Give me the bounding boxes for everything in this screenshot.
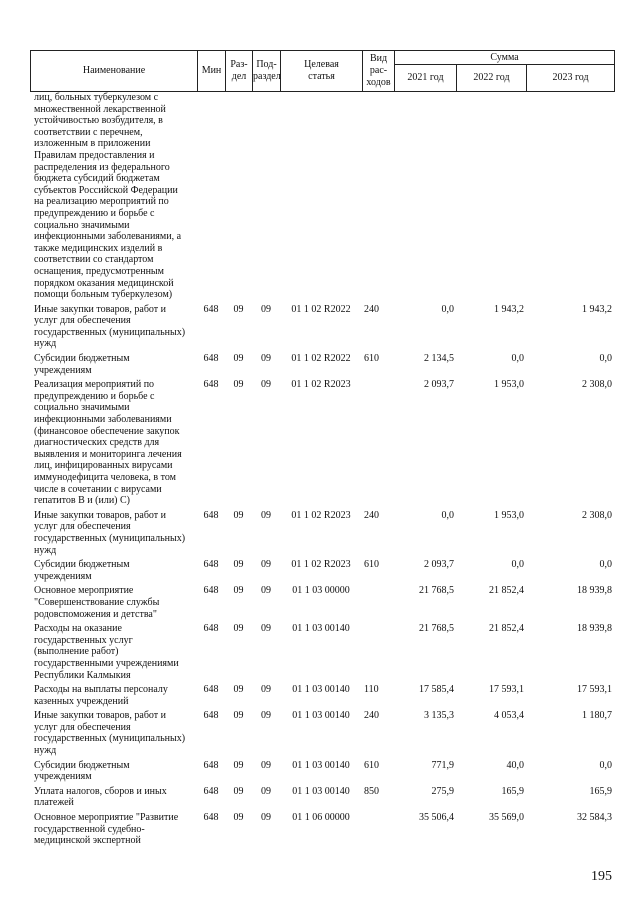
row-vid [362,812,394,847]
row-min: 648 [203,559,219,571]
row-min: 648 [203,509,219,521]
row-vid: 110 [364,684,379,696]
row-sum-2023: 18 939,8 [577,585,612,597]
row-razdel: 09 [233,353,244,365]
row-podrazdel: 09 [261,559,271,571]
header-2022: 2022 год [457,65,527,92]
row-vid: 240 [364,303,379,315]
row-tselevaya: 01 1 03 00000 [292,585,350,597]
table-row [30,379,614,507]
row-sum-2021 [394,92,456,301]
row-name: Уплата налогов, сборов и иных платежей [34,785,167,809]
row-sum-2023: 18 939,8 [577,623,612,635]
row-name: Расходы на оказание государственных услуг (выполнение работ) государственными учреждениями Республики Калмыкия [34,623,179,681]
table-row [30,353,614,376]
table-row [30,710,614,756]
row-sum-2022: 0,0 [511,353,524,365]
row-name: Расходы на выплаты персоналу казенных учреждений [34,684,168,707]
row-podrazdel: 09 [261,509,271,521]
row-min: 648 [203,379,219,391]
row-sum-2021: 0,0 [441,303,454,315]
row-sum-2022: 0,0 [511,559,524,571]
row-sum-2023: 0,0 [599,759,612,771]
row-sum-2023: 1 943,2 [582,303,612,315]
row-tselevaya: 01 1 03 00140 [292,623,350,635]
row-sum-2021: 0,0 [441,509,454,521]
row-sum-2022: 21 852,4 [489,585,524,597]
row-name: лиц, больных туберкулезом с множественной лекарственной устойчивостью возбудителя, в соответствии с перечнем, изложенным в приложении Правилам предоставления и распределения из федерального бюджета субсидий бюджетам субъектов Российской Федерации на реализацию мероприятий по предупреждению и борьбе с социально значимыми инфекционными заболеваниями, а также медицинских изделий в соответствии со стандартом оснащения, предусмотренным порядком оказания медицинской помощи больным туберкулезом) [34,92,182,301]
row-podrazdel [252,92,280,301]
row-sum-2023: 2 308,0 [582,509,612,521]
row-podrazdel: 09 [261,303,271,315]
row-vid [362,92,394,301]
table-row [30,684,614,707]
row-podrazdel: 09 [261,759,271,771]
row-vid: 850 [364,785,379,797]
table-row [30,559,614,582]
table-row [30,304,614,350]
row-tselevaya: 01 1 03 00140 [292,710,350,722]
row-sum-2021: 275,9 [431,785,454,797]
row-razdel: 09 [233,684,244,696]
row-razdel: 09 [233,759,244,771]
row-tselevaya [280,92,362,301]
row-sum-2021: 21 768,5 [419,623,454,635]
row-podrazdel: 09 [261,379,271,391]
row-sum-2022 [456,92,526,301]
row-min: 648 [203,353,219,365]
row-tselevaya: 01 1 02 R2023 [291,379,351,391]
row-sum-2021: 3 135,3 [424,710,454,722]
row-sum-2021: 2 093,7 [424,559,454,571]
row-sum-2023: 0,0 [599,353,612,365]
row-tselevaya: 01 1 02 R2022 [291,353,351,365]
row-sum-2023: 32 584,3 [577,812,612,824]
row-min: 648 [203,759,219,771]
row-podrazdel: 09 [261,353,271,365]
row-tselevaya: 01 1 02 R2022 [291,303,351,315]
row-sum-2023 [526,92,614,301]
row-sum-2022: 40,0 [506,759,524,771]
table-row [30,812,614,847]
header-2021: 2021 год [395,65,457,92]
page-number: 195 [591,869,612,884]
header-vid: Вид рас- ходов [363,51,395,92]
row-sum-2022: 35 569,0 [489,812,524,824]
row-vid: 240 [364,710,379,722]
row-sum-2023: 0,0 [599,559,612,571]
table-row [30,585,614,620]
row-sum-2023: 17 593,1 [577,684,612,696]
row-sum-2021: 2 093,7 [424,379,454,391]
row-min: 648 [203,710,219,722]
row-sum-2021: 17 585,4 [419,684,454,696]
table-body [30,92,614,847]
row-min: 648 [203,812,219,824]
row-vid [362,585,394,620]
table-row [30,760,614,783]
row-sum-2022: 4 053,4 [494,710,524,722]
row-podrazdel: 09 [261,812,271,824]
row-min: 648 [203,585,219,597]
row-sum-2022: 17 593,1 [489,684,524,696]
row-sum-2023: 1 180,7 [582,710,612,722]
row-sum-2021: 21 768,5 [419,585,454,597]
row-vid: 240 [364,509,379,521]
row-sum-2022: 21 852,4 [489,623,524,635]
row-sum-2021: 771,9 [431,759,454,771]
row-razdel: 09 [233,559,244,571]
table-row [30,786,614,809]
row-name: Основное мероприятие "Развитие государственной судебно- медицинской экспертной [34,812,179,847]
row-sum-2023: 165,9 [589,785,612,797]
row-vid: 610 [364,759,379,771]
row-sum-2023: 2 308,0 [582,379,612,391]
row-razdel: 09 [233,509,244,521]
row-razdel: 09 [233,379,244,391]
row-podrazdel: 09 [261,623,271,635]
row-razdel [225,92,252,301]
row-vid [362,379,394,507]
row-podrazdel: 09 [261,684,271,696]
row-tselevaya: 01 1 03 00140 [292,684,350,696]
row-min: 648 [203,303,219,315]
row-sum-2021: 35 506,4 [419,812,454,824]
row-name: Субсидии бюджетным учреждениям [34,759,130,783]
row-tselevaya: 01 1 03 00140 [292,785,350,797]
row-min [197,92,225,301]
row-razdel: 09 [233,585,244,597]
row-sum-2022: 1 953,0 [494,509,524,521]
row-razdel: 09 [233,785,244,797]
header-razdel: Раз- дел [226,51,253,92]
table-header [30,50,615,92]
row-podrazdel: 09 [261,585,271,597]
row-name: Иные закупки товаров, работ и услуг для обеспечения государственных (муниципальных) нужд [34,303,186,350]
row-min: 648 [203,785,219,797]
row-sum-2022: 1 943,2 [494,303,524,315]
row-name: Субсидии бюджетным учреждениям [34,353,130,376]
row-vid [362,623,394,681]
row-tselevaya: 01 1 02 R2023 [291,559,351,571]
row-razdel: 09 [233,710,244,722]
row-min: 648 [203,684,219,696]
table-row [30,510,614,556]
row-sum-2021: 2 134,5 [424,353,454,365]
header-2023: 2023 год [527,65,615,92]
row-podrazdel: 09 [261,785,271,797]
row-podrazdel: 09 [261,710,271,722]
row-tselevaya: 01 1 03 00140 [292,759,350,771]
header-name: Наименование [31,51,198,92]
row-tselevaya: 01 1 02 R2023 [291,509,351,521]
row-vid: 610 [364,559,379,571]
row-razdel: 09 [233,303,244,315]
row-tselevaya: 01 1 06 00000 [292,812,350,824]
header-min: Мин [198,51,226,92]
row-sum-2022: 165,9 [501,785,524,797]
row-name: Реализация мероприятий по предупреждению и борьбе с социально значимыми инфекционными заболеваниями (финансовое обеспечение закупок диагностических средств для выявления и мониторинга лечения лиц, инфицированных вирусами иммунодефицита человека, в том числе в сочетании с вирусами гепатитов B и (или) C) [34,379,182,507]
header-summa: Сумма [395,51,615,65]
row-min: 648 [203,623,219,635]
row-name: Субсидии бюджетным учреждениям [34,559,130,582]
row-razdel: 09 [233,812,244,824]
row-name: Иные закупки товаров, работ и услуг для обеспечения государственных (муниципальных) нужд [34,509,186,556]
header-tselevaya: Целевая статья [281,51,363,92]
row-name: Основное мероприятие "Совершенствование службы родовспоможения и детства" [34,585,160,620]
row-vid: 610 [364,353,379,365]
header-podrazdel: Под- раздел [253,51,281,92]
table-row [30,623,614,681]
row-sum-2022: 1 953,0 [494,379,524,391]
row-name: Иные закупки товаров, работ и услуг для обеспечения государственных (муниципальных) нужд [34,710,186,757]
table-row [30,92,614,301]
row-razdel: 09 [233,623,244,635]
